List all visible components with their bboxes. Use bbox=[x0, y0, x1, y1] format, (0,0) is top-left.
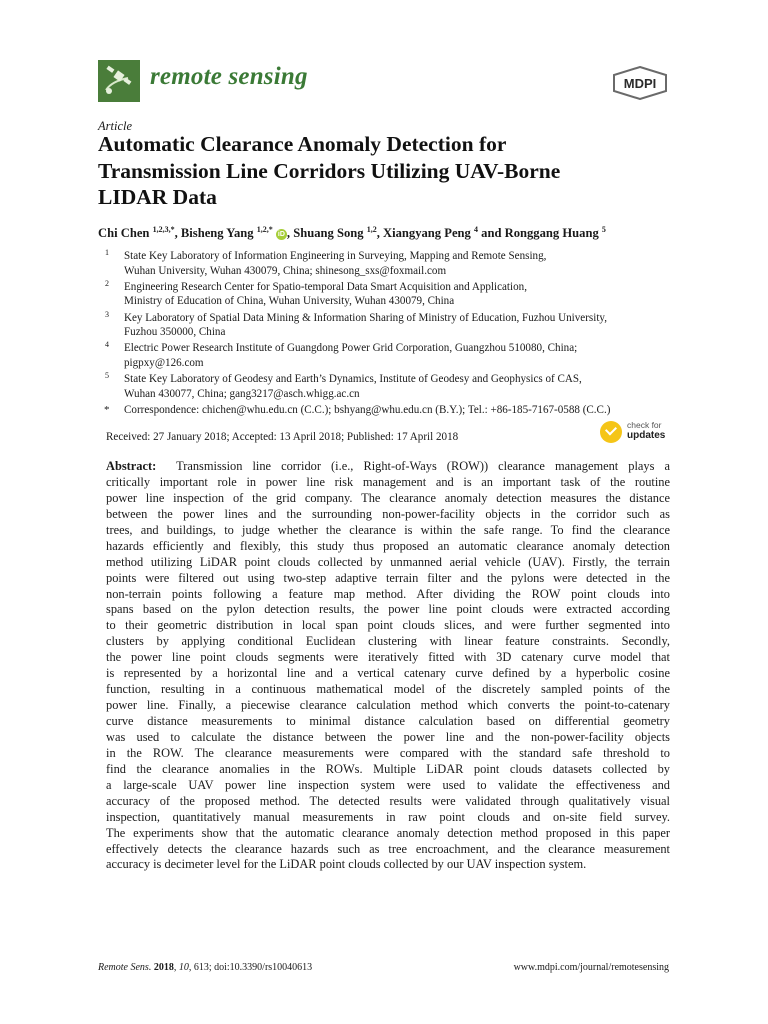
affiliation-line: Wuhan 430077, China; gang3217@asch.whigg.ac.cn bbox=[124, 387, 360, 400]
satellite-icon bbox=[98, 60, 140, 102]
affiliation-number: 1 bbox=[105, 248, 109, 257]
title-line: LIDAR Data bbox=[98, 185, 217, 209]
author-separator: and bbox=[478, 226, 505, 240]
affiliation-number: 4 bbox=[105, 340, 109, 350]
affiliation-number: 5 bbox=[105, 371, 109, 381]
abstract-line: hazards efficiently and flexibly, this study thus proposed an automatic clearance anomaly detection bbox=[106, 538, 670, 553]
abstract-line: clusters by applying conditional Euclidean clustering with linear feature constraints. Secondly, bbox=[106, 634, 670, 649]
correspondence-line: Correspondence: chichen@whu.edu.cn (C.C.); bshyang@whu.edu.cn (B.Y.); Tel.: +86-185-7167-0588 (C.C.) bbox=[124, 403, 611, 416]
mdpi-logo bbox=[611, 66, 669, 100]
abstract-line: function, resulting in a continuous mathematical model of the discretely sampled points of the bbox=[106, 682, 670, 697]
author-name[interactable]: Shuang Song bbox=[293, 226, 364, 240]
author-name[interactable]: Xiangyang Peng bbox=[383, 226, 471, 240]
abstract-line: to their geometric distribution in local span point clouds slices, and were further segmented into bbox=[106, 618, 670, 633]
abstract-line: the power line point clouds segments were iteratively fitted with 3D catenary curve model that bbox=[106, 650, 670, 665]
author-affiliation-marks: 1,2, bbox=[256, 224, 269, 234]
affiliation-item bbox=[98, 372, 698, 401]
journal-abbrev: Remote Sens. bbox=[98, 962, 152, 973]
journal-logo bbox=[98, 60, 140, 102]
abstract-label: Abstract: bbox=[106, 459, 157, 473]
author-affiliation-marks: 1,2 bbox=[366, 224, 377, 234]
affiliation-line: State Key Laboratory of Information Engineering in Surveying, Mapping and Remote Sensing, bbox=[124, 250, 547, 262]
correspondence-item bbox=[98, 403, 698, 418]
affiliation-line: Engineering Research Center for Spatio-temporal Data Smart Acquisition and Application, bbox=[124, 280, 527, 293]
author-separator: , bbox=[376, 226, 384, 240]
author-name[interactable]: Bisheng Yang bbox=[180, 226, 254, 240]
author-affiliation-marks: 5 bbox=[601, 224, 606, 234]
abstract-line: find the clearance anomalies in the ROWs. Multiple LiDAR point clouds datasets collected by bbox=[106, 761, 670, 776]
abstract-line: accuracy is decimeter level for the LiDAR point clouds collected by our UAV inspection system. bbox=[106, 857, 587, 872]
affiliation-item bbox=[98, 311, 698, 340]
abstract-line: effectively detects the clearance hazards such as tree encroachment, and the clearance measurement bbox=[106, 841, 670, 856]
affiliation-list bbox=[98, 249, 698, 419]
affiliation-number: 3 bbox=[105, 309, 109, 319]
abstract-line: trees, and buildings, to judge whether the clearance is within the safe range. To find the clearance bbox=[106, 522, 670, 537]
author-list bbox=[98, 226, 606, 241]
abstract-line: in the ROW. The clearance measurements were compared with the standard safe threshold to bbox=[106, 745, 670, 760]
corresponding-mark: * bbox=[170, 224, 175, 234]
abstract-text: Transmission line corridor (i.e., Right-of-Ways (ROW)) clearance management plays a bbox=[176, 459, 670, 473]
abstract-line: power line inspection of the grid company. The clearance anomaly detection measures the distance bbox=[106, 490, 670, 505]
citation-footer: Remote Sens. 2018, 10, 613; doi:10.3390/rs10040613 bbox=[98, 962, 313, 973]
abstract-line: a large-scale UAV power line inspection system were used to validate the effectiveness and bbox=[106, 777, 670, 792]
abstract-line: The experiments show that the automatic clearance anomaly detection method proposed in this paper bbox=[106, 825, 670, 840]
journal-url-link[interactable]: www.mdpi.com/journal/remotesensing bbox=[513, 962, 669, 973]
abstract-line: curve distance measurements to minimal distance calculation based on differential geometry bbox=[106, 714, 670, 728]
abstract-line: non-terrain points following a feature map method. After dividing the ROW point clouds into bbox=[106, 586, 670, 601]
abstract-line: critically important role in power line risk management and is an important task of the routine bbox=[106, 474, 670, 489]
citation-volume: 10 bbox=[178, 962, 189, 973]
check-for-updates-button[interactable] bbox=[600, 420, 680, 446]
affiliation-item bbox=[98, 249, 698, 278]
orcid-icon[interactable]: iD bbox=[277, 231, 285, 238]
affiliation-item bbox=[98, 280, 698, 309]
affiliation-line: State Key Laboratory of Geodesy and Earth’s Dynamics, Institute of Geodesy and Geophysics of CAS, bbox=[124, 373, 582, 386]
correspondence-mark: * bbox=[104, 403, 110, 416]
affiliation-line: Electric Power Research Institute of Guangdong Power Grid Corporation, Guangzhou 510080, China; bbox=[124, 342, 578, 355]
journal-name: remote sensing bbox=[150, 63, 308, 90]
abstract-line: power line. Finally, a piecewise clearance calculation method which converts the point-to-catenary bbox=[106, 698, 670, 713]
author-separator: , bbox=[286, 226, 294, 240]
abstract-line bbox=[106, 459, 670, 475]
mdpi-logo-text: MDPI bbox=[623, 76, 657, 91]
affiliation-line: Fuzhou 350000, China bbox=[124, 326, 226, 339]
check-updates-label: check for bbox=[627, 420, 662, 430]
affiliation-item bbox=[98, 341, 698, 370]
title-line: Transmission Line Corridors Utilizing UAV-Borne bbox=[98, 158, 561, 183]
author-separator: , bbox=[174, 226, 181, 240]
affiliation-line: Ministry of Education of China, Wuhan University, Wuhan 430079, China bbox=[124, 295, 455, 308]
author-name[interactable]: Chi Chen bbox=[98, 226, 150, 240]
check-updates-icon bbox=[600, 421, 622, 443]
citation-year: 2018 bbox=[153, 962, 174, 973]
author-affiliation-marks: 4 bbox=[474, 224, 478, 234]
abstract-line: accuracy of the proposed method. The detected results were validated through qualitatively visual bbox=[106, 793, 670, 808]
publication-dates: Received: 27 January 2018; Accepted: 13 April 2018; Published: 17 April 2018 bbox=[106, 431, 459, 443]
affiliation-number: 2 bbox=[105, 278, 109, 288]
citation-doi[interactable]: , 613; doi:10.3390/rs10040613 bbox=[188, 962, 313, 973]
abstract-line: between the power lines and the surrounding non-power-facility objects in the corridor such as bbox=[106, 506, 670, 521]
abstract-line: is represented by a horizontal line and a vertical catenary curve defined by a hyperbolic cosine bbox=[106, 666, 670, 681]
abstract-line: inspection, quantitatively manual measurements in raw point clouds and on-site field survey. bbox=[106, 809, 670, 824]
affiliation-line: Wuhan University, Wuhan 430079, China; shinesong_sxs@foxmail.com bbox=[124, 264, 447, 277]
abstract-line: method utilizing LiDAR point clouds collected by unmanned aerial vehicle (UAV). Firstly, the terrain bbox=[106, 554, 670, 569]
corresponding-mark: * bbox=[268, 224, 273, 234]
check-updates-label-bold: updates bbox=[627, 430, 666, 441]
author-name[interactable]: Ronggang Huang bbox=[504, 226, 599, 240]
article-type: Article bbox=[98, 119, 133, 133]
paper-title bbox=[98, 131, 678, 211]
author-affiliation-marks: 1,2,3, bbox=[152, 224, 171, 234]
affiliation-line: pigpxy@126.com bbox=[124, 356, 204, 369]
abstract-line: was used to calculate the distance between the power line and the non-power-facility objects bbox=[106, 729, 670, 744]
abstract-line: points were filtered out using two-step adaptive terrain filter and the pylons were detected in the bbox=[106, 570, 670, 585]
affiliation-line: Key Laboratory of Spatial Data Mining & Information Sharing of Ministry of Education, Fuzhou University, bbox=[124, 311, 608, 324]
abstract-line: spans based on the pylon detection results, the power line point clouds were extracted according bbox=[106, 602, 670, 617]
title-line: Automatic Clearance Anomaly Detection for bbox=[98, 132, 507, 156]
abstract bbox=[106, 459, 670, 873]
